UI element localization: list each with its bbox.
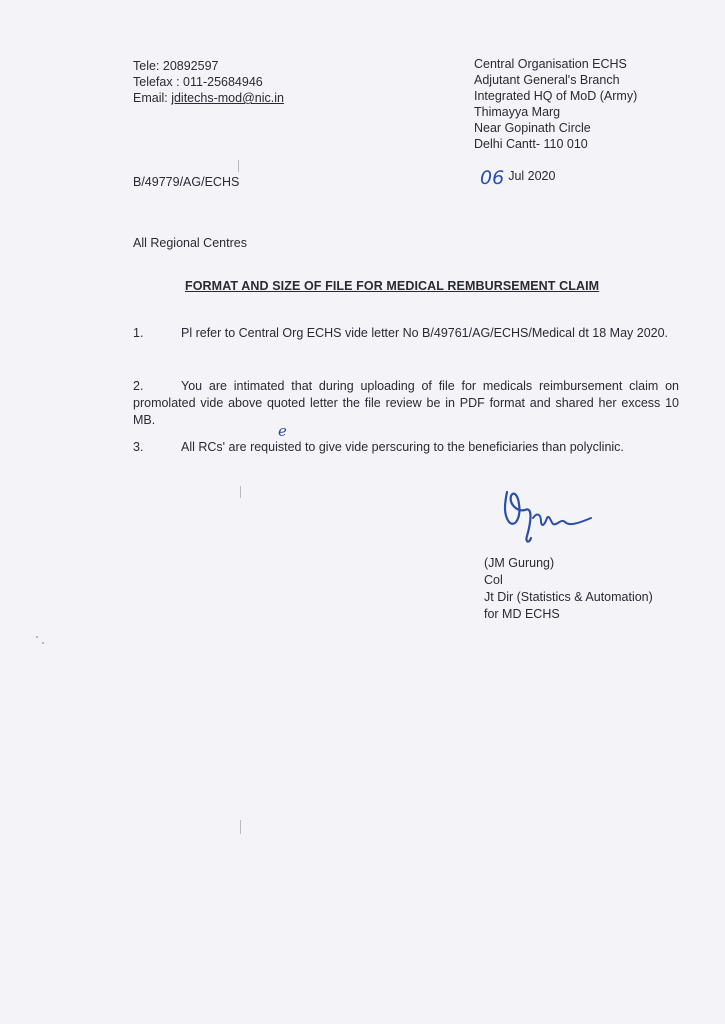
email-link[interactable]: jditechs-mod@nic.in [171,91,284,105]
paragraph-1 [133,325,679,342]
signatory-name: (JM Gurung) [484,556,555,570]
address-line-6: Delhi Cantt- 110 010 [474,137,588,151]
address-line-5: Near Gopinath Circle [474,121,591,135]
signature [487,478,597,548]
paragraph-text: You are intimated that during uploading of file for medicals reimbursement claim on promolated vide above quoted letter the file review be in PDF format and shared her excess 10 MB. [133,379,679,427]
contact-block [133,58,284,106]
scan-mark [36,636,38,638]
address-line-3: Integrated HQ of MoD (Army) [474,89,638,103]
sender-address [474,56,637,152]
paragraph-text: Pl refer to Central Org ECHS vide letter No B/49761/AG/ECHS/Medical dt 18 May 2020. [181,326,669,340]
signatory-for: for MD ECHS [484,607,560,621]
address-line-4: Thimayya Marg [474,105,561,119]
handwritten-correction: e [278,422,287,440]
telefax: Telefax : 011-25684946 [133,75,263,89]
paragraph-number: 1. [133,326,144,340]
handwritten-day: 06 [480,167,505,189]
signature-block [484,555,653,623]
letter-date [480,166,556,189]
paragraph-text: All RCs' are requisted to give vide perscuring to the beneficiaries than polyclinic. [181,440,624,454]
scan-mark [238,160,239,172]
signatory-rank: Col [484,573,503,587]
address-line-1: Central Organisation ECHS [474,57,627,71]
scan-mark [240,820,241,834]
paragraph-number: 3. [133,440,144,454]
scan-mark [42,642,44,644]
addressee: All Regional Centres [133,236,247,250]
signature-stroke-2 [533,515,591,525]
date-month-year: Jul 2020 [508,169,556,183]
subject-heading: FORMAT AND SIZE OF FILE FOR MEDICAL REMBURSEMENT CLAIM [185,279,600,293]
email-label: Email: [133,91,172,105]
signature-stroke-1 [505,492,531,542]
paragraph-3 [133,439,693,456]
scan-mark [240,486,241,498]
paragraph-number: 2. [133,379,144,393]
address-line-2: Adjutant General's Branch [474,73,620,87]
reference-number: B/49779/AG/ECHS [133,175,240,189]
signatory-designation: Jt Dir (Statistics & Automation) [484,590,653,604]
paragraph-2 [133,378,679,429]
telephone: Tele: 20892597 [133,59,219,73]
email-line [133,90,284,106]
